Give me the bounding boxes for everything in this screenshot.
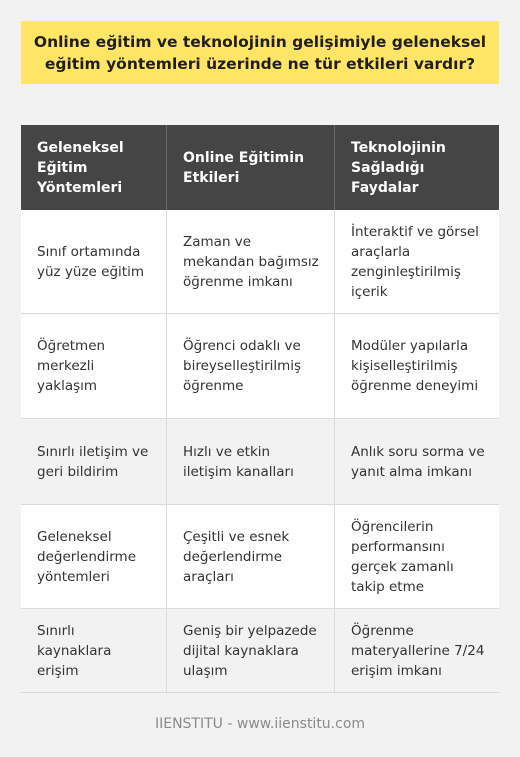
table-cell: Geniş bir yelpazede dijital kaynaklara ulaşım [167, 609, 335, 693]
table-header-traditional: Geleneksel Eğitim Yöntemleri [21, 125, 167, 210]
table-header-online-effects: Online Eğitimin Etkileri [167, 125, 335, 210]
footer-credit: IIENSTITU - www.iienstitu.com [154, 716, 366, 732]
table-cell: Sınırlı iletişim ve geri bildirim [21, 419, 167, 505]
table-cell: Öğrenme materyallerine 7/24 erişim imkanı [335, 609, 499, 693]
table-cell: Modüler yapılarla kişiselleştirilmiş öğrenme deneyimi [335, 314, 499, 419]
table-header-tech-benefits: Teknolojinin Sağladığı Faydalar [335, 125, 499, 210]
table-cell: Geleneksel değerlendirme yöntemleri [21, 505, 167, 609]
table-cell: Anlık soru sorma ve yanıt alma imkanı [335, 419, 499, 505]
table-cell: Sınırlı kaynaklara erişim [21, 609, 167, 693]
page-title: Online eğitim ve teknolojinin gelişimiyle geleneksel eğitim yöntemleri üzerinde ne tür etkileri vardır? [21, 21, 499, 84]
table-cell: İnteraktif ve görsel araçlarla zenginleştirilmiş içerik [335, 210, 499, 314]
table-cell: Çeşitli ve esnek değerlendirme araçları [167, 505, 335, 609]
table-cell: Öğrencilerin performansını gerçek zamanlı takip etme [335, 505, 499, 609]
table-cell: Sınıf ortamında yüz yüze eğitim [21, 210, 167, 314]
table-cell: Hızlı ve etkin iletişim kanalları [167, 419, 335, 505]
table-cell: Öğretmen merkezli yaklaşım [21, 314, 167, 419]
table-cell: Zaman ve mekandan bağımsız öğrenme imkanı [167, 210, 335, 314]
table-cell: Öğrenci odaklı ve bireyselleştirilmiş öğrenme [167, 314, 335, 419]
comparison-table [21, 125, 499, 693]
